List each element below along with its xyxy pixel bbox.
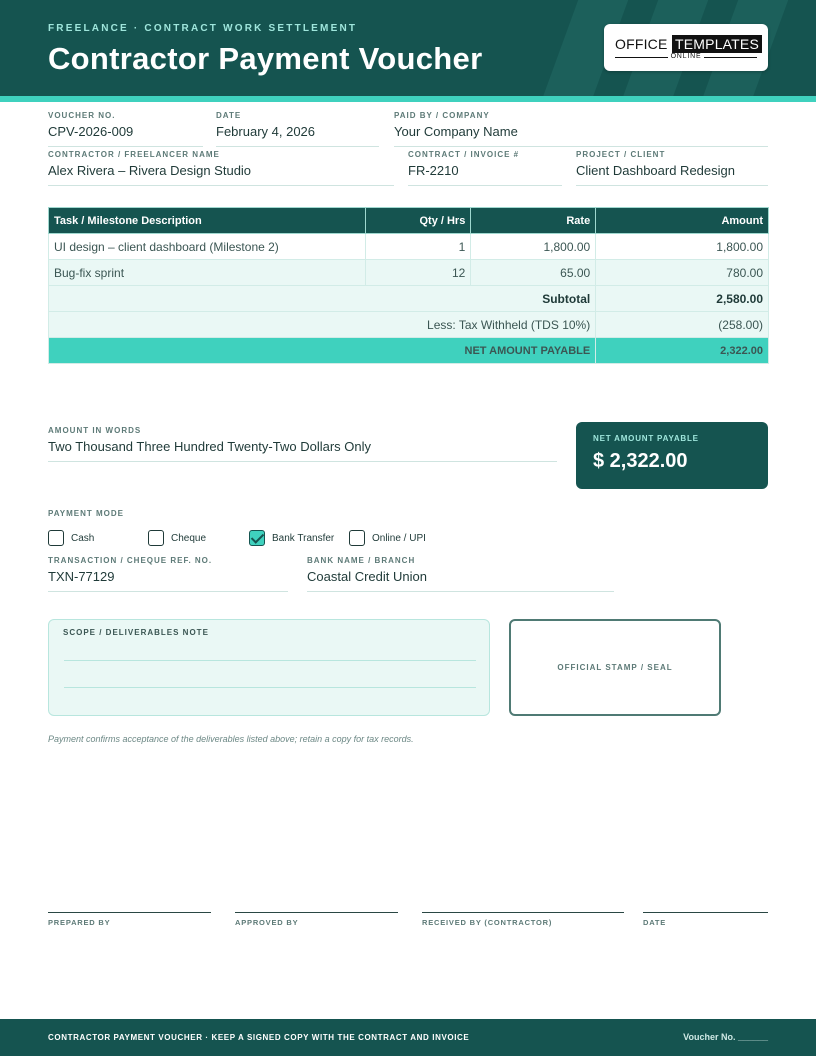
stamp-label: OFFICIAL STAMP / SEAL — [557, 663, 673, 672]
voucher-no-label: VOUCHER NO. — [48, 111, 116, 120]
amount-words-field — [48, 426, 557, 462]
payment-option-bank-transfer[interactable] — [249, 529, 334, 547]
tax-row — [49, 312, 769, 338]
column-header: Task / Milestone Description — [49, 208, 366, 234]
scope-notes-label: SCOPE / DELIVERABLES NOTE — [63, 628, 209, 637]
amount-words-label: AMOUNT IN WORDS — [48, 426, 142, 435]
net-box-label: NET AMOUNT PAYABLE — [593, 434, 699, 443]
signature-received-by: RECEIVED BY (CONTRACTOR) — [422, 912, 624, 927]
net-value: 2,322.00 — [596, 338, 769, 364]
item-rate: 65.00 — [471, 260, 596, 286]
item-amount: 780.00 — [596, 260, 769, 286]
transaction-field — [48, 556, 288, 592]
signature-approved-by: APPROVED BY — [235, 912, 398, 927]
item-rate: 1,800.00 — [471, 234, 596, 260]
paid-by-value: Your Company Name — [394, 124, 518, 139]
contractor-value: Alex Rivera – Rivera Design Studio — [48, 163, 252, 178]
voucher-no-field — [48, 111, 203, 147]
project-label: PROJECT / CLIENT — [576, 150, 666, 159]
item-description: Bug-fix sprint — [49, 260, 366, 286]
subtotal-label: Subtotal — [49, 286, 596, 312]
column-header: Rate — [471, 208, 596, 234]
date-value: February 4, 2026 — [216, 124, 316, 139]
bank-label: BANK NAME / BRANCH — [307, 556, 416, 565]
column-header: Amount — [596, 208, 769, 234]
payment-mode-label: PAYMENT MODE — [48, 509, 125, 518]
brand-logo — [604, 24, 768, 71]
item-qty: 12 — [365, 260, 471, 286]
payment-option-cash[interactable] — [48, 529, 94, 547]
table-row — [49, 234, 769, 260]
line-items-table — [48, 207, 769, 364]
payment-option-label: Cheque — [171, 532, 207, 544]
voucher-no-value: CPV-2026-009 — [48, 124, 134, 139]
project-value: Client Dashboard Redesign — [576, 163, 735, 178]
tax-label: Less: Tax Withheld (TDS 10%) — [49, 312, 596, 338]
item-qty: 1 — [365, 234, 471, 260]
logo-office-text: OFFICE — [615, 36, 668, 52]
contractor-label: CONTRACTOR / FREELANCER NAME — [48, 150, 220, 159]
page-title: Contractor Payment Voucher — [48, 41, 483, 76]
payment-option-label: Cash — [71, 532, 95, 544]
checkbox[interactable] — [148, 530, 164, 546]
signature-prepared-by: PREPARED BY — [48, 912, 211, 927]
net-label: NET AMOUNT PAYABLE — [49, 338, 596, 364]
header-eyebrow: FREELANCE · CONTRACT WORK SETTLEMENT — [48, 23, 358, 34]
net-box-value: $ 2,322.00 — [593, 450, 688, 472]
contract-field — [408, 150, 562, 186]
checkbox[interactable] — [48, 530, 64, 546]
contract-value: FR-2210 — [408, 163, 459, 178]
table-row — [49, 260, 769, 286]
payment-option-label: Bank Transfer — [272, 532, 335, 544]
column-header: Qty / Hrs — [365, 208, 471, 234]
table-header-row — [49, 208, 769, 234]
transaction-value: TXN-77129 — [48, 569, 115, 584]
checkbox-checked[interactable] — [249, 530, 265, 546]
item-amount: 1,800.00 — [596, 234, 769, 260]
note-line — [64, 687, 476, 688]
net-row — [49, 338, 769, 364]
footer-voucher-no: Voucher No. ______ — [683, 1032, 768, 1042]
footer-bar — [0, 1019, 816, 1056]
header-accent-bar — [0, 96, 816, 102]
signature-date: DATE — [643, 912, 768, 927]
logo-online-text: ONLINE — [668, 53, 705, 60]
note-line — [64, 660, 476, 661]
item-description: UI design – client dashboard (Milestone 2) — [49, 234, 366, 260]
bank-value: Coastal Credit Union — [307, 569, 427, 584]
payment-option-label: Online / UPI — [372, 532, 426, 544]
contract-label: CONTRACT / INVOICE # — [408, 150, 520, 159]
contractor-field — [48, 150, 394, 186]
payment-option-online-upi[interactable] — [349, 529, 426, 547]
paid-by-field — [394, 111, 768, 147]
transaction-label: TRANSACTION / CHEQUE REF. NO. — [48, 556, 213, 565]
date-label: DATE — [216, 111, 242, 120]
stamp-box — [509, 619, 721, 716]
footnote: Payment confirms acceptance of the deliverables listed above; retain a copy for tax records. — [48, 734, 414, 744]
tax-value: (258.00) — [596, 312, 769, 338]
footer-text: CONTRACTOR PAYMENT VOUCHER · KEEP A SIGNED COPY WITH THE CONTRACT AND INVOICE — [48, 1033, 470, 1042]
payment-option-cheque[interactable] — [148, 529, 206, 547]
net-amount-box — [576, 422, 768, 489]
scope-notes-box[interactable] — [48, 619, 490, 716]
logo-templates-text: TEMPLATES — [672, 35, 762, 53]
checkbox[interactable] — [349, 530, 365, 546]
project-field — [576, 150, 768, 186]
date-field — [216, 111, 379, 147]
header-banner — [0, 0, 816, 96]
subtotal-row — [49, 286, 769, 312]
subtotal-value: 2,580.00 — [596, 286, 769, 312]
paid-by-label: PAID BY / COMPANY — [394, 111, 490, 120]
bank-field — [307, 556, 614, 592]
amount-words-value: Two Thousand Three Hundred Twenty-Two Dollars Only — [48, 439, 371, 454]
